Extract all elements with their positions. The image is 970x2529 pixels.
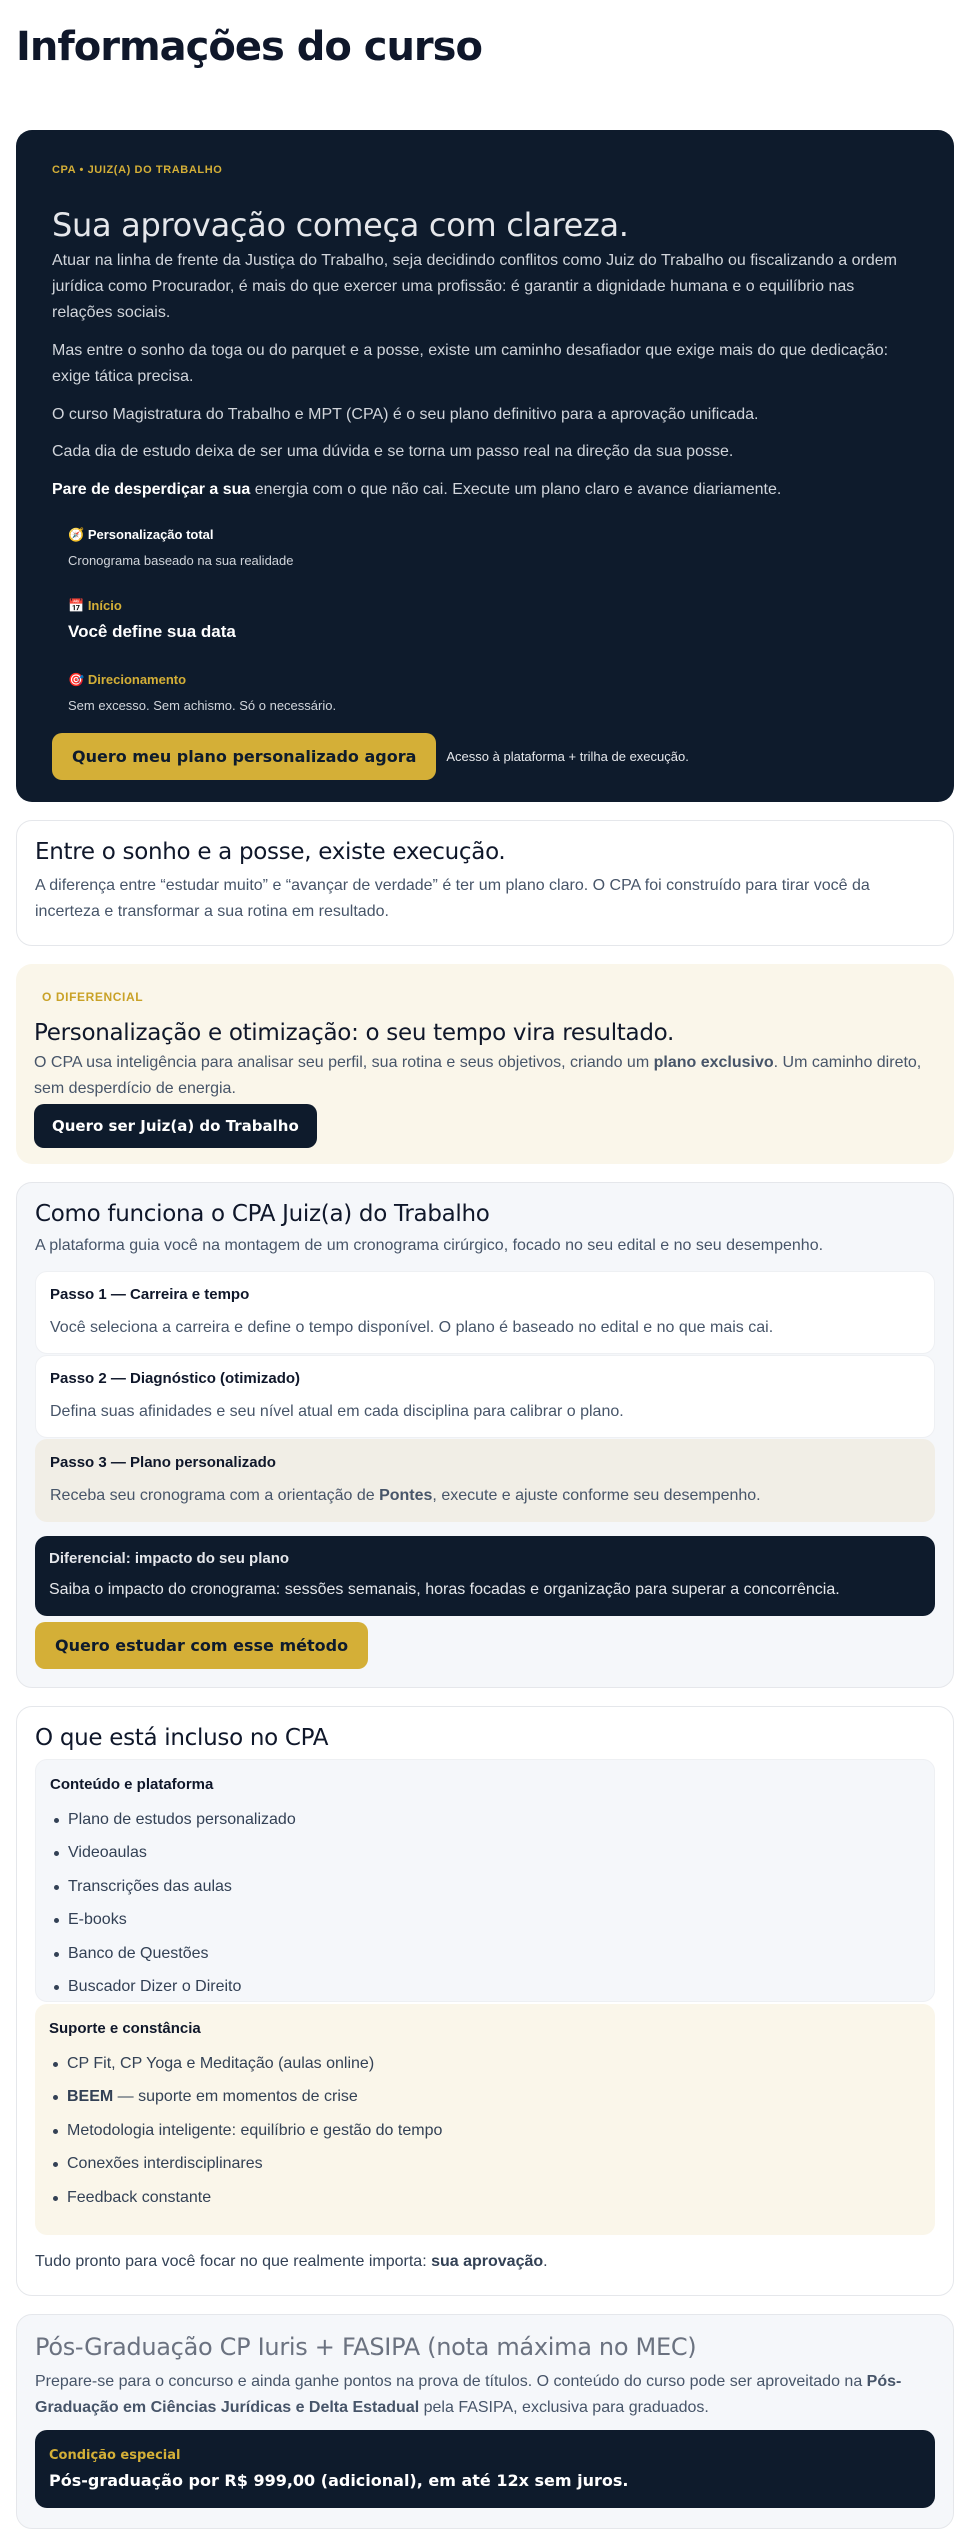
execution-card [16, 820, 954, 946]
hero-card [16, 130, 954, 802]
hero-paragraph [52, 477, 918, 503]
list-item: Plano de estudos personalizado [50, 1803, 920, 1837]
bold-text: sua aprovação [431, 2252, 544, 2270]
become-judge-button[interactable]: Quero ser Juiz(a) do Trabalho [34, 1104, 317, 1148]
list-item: Feedback constante [49, 2181, 921, 2215]
cta-note: Acesso à plataforma + trilha de execução. [446, 749, 689, 765]
list-item [49, 2080, 921, 2114]
step-item [35, 1271, 935, 1354]
impact-box [35, 1536, 935, 1616]
condition-value: Pós-graduação por R$ 999,00 (adicional), em até 12x sem juros. [49, 2471, 629, 2491]
feature-text: Você define sua data [68, 622, 236, 642]
text: . Um caminho direto, sem desperdício de energia. [34, 1053, 922, 1097]
calendar-icon: 📅 [68, 598, 85, 614]
feature-text: Sem excesso. Sem achismo. Só o necessário. [68, 698, 337, 714]
how-title: Como funciona o CPA Juiz(a) do Trabalho [35, 1200, 490, 1227]
feature-title: Início [87, 598, 122, 614]
step-item [35, 1439, 935, 1522]
page-title: Informações do curso [16, 24, 482, 70]
hero-paragraph: Cada dia de estudo deixa de ser uma dúvida e se torna um passo real na direção da sua posse. [52, 443, 734, 461]
list-item: Metodologia inteligente: equilíbrio e gestão do tempo [49, 2114, 921, 2148]
step-title: Passo 1 — Carreira e tempo [50, 1285, 250, 1303]
postgrad-text [35, 2369, 935, 2421]
hero-headline: Sua aprovação começa com clareza. [52, 206, 629, 244]
text: , execute e ajuste conforme seu desempenho. [432, 1486, 761, 1504]
hero-text: energia com o que não cai. Execute um plano claro e avance diariamente. [250, 481, 782, 499]
personalized-plan-button[interactable]: Quero meu plano personalizado agora [52, 733, 436, 780]
differential-card [16, 964, 954, 1164]
bold-text: Pós-Graduação em Ciências Jurídicas e Delta Estadual [35, 2372, 902, 2416]
execution-text: A diferença entre “estudar muito” e “avançar de verdade” é ter um plano claro. O CPA foi construído para tirar você da incerteza e transformar a sua rotina em resultado. [35, 877, 870, 920]
step-item [35, 1355, 935, 1438]
content-box [35, 1759, 935, 2002]
step-title: Passo 2 — Diagnóstico (otimizado) [50, 1369, 301, 1387]
text: O CPA usa inteligência para analisar seu perfil, sua rotina e seus objetivos, criando um [34, 1053, 654, 1071]
hero-paragraph: O curso Magistratura do Trabalho e MPT (CPA) é o seu plano definitivo para a aprovação unificada. [52, 405, 759, 423]
list-item: Buscador Dizer o Direito [50, 1970, 920, 2004]
included-card [16, 1706, 954, 2296]
included-title: O que está incluso no CPA [35, 1724, 329, 1751]
feature-title: Personalização total [87, 527, 214, 543]
list-item: CP Fit, CP Yoga e Meditação (aulas online) [49, 2047, 921, 2081]
step-title: Passo 3 — Plano personalizado [50, 1453, 276, 1471]
text: — suporte em momentos de crise [113, 2088, 358, 2106]
differential-title: Personalização e otimização: o seu tempo vira resultado. [34, 1019, 674, 1046]
target-icon: 🎯 [68, 672, 85, 688]
support-box [35, 2004, 935, 2235]
support-title: Suporte e constância [49, 2019, 201, 2037]
condition-label: Condição especial [49, 2448, 181, 2464]
text: . [543, 2252, 548, 2270]
execution-title: Entre o sonho e a posse, existe execução. [35, 839, 506, 865]
study-method-button[interactable]: Quero estudar com esse método [35, 1622, 368, 1669]
feature-text: Cronograma baseado na sua realidade [68, 553, 294, 569]
list-item: Banco de Questões [50, 1937, 920, 1971]
hero-paragraph: Mas entre o sonho da toga ou do parquet e a posse, existe um caminho desafiador que exige mais do que dedicação: exige tática precisa. [52, 341, 889, 385]
step-text: Defina suas afinidades e seu nível atual em cada disciplina para calibrar o plano. [50, 1402, 624, 1420]
how-subtitle: A plataforma guia você na montagem de um cronograma cirúrgico, focado no seu edital e no seu desempenho. [35, 1236, 824, 1254]
impact-text: Saiba o impacto do cronograma: sessões semanais, horas focadas e organização para superar a concorrência. [49, 1580, 840, 1598]
text: Tudo pronto para você focar no que realmente importa: [35, 2252, 432, 2270]
hero-paragraph: Atuar na linha de frente da Justiça do Trabalho, seja decidindo conflitos como Juiz do Trabalho ou fiscalizando a ordem jurídica como Procurador, é mais do que exercer uma profissão: é garantir a dignidade humana e o equilíbrio nas relações sociais. [52, 252, 897, 321]
postgrad-card [16, 2314, 954, 2529]
differential-text [34, 1050, 936, 1102]
text: Prepare-se para o concurso e ainda ganhe pontos na prova de títulos. O conteúdo do curso pode ser aproveitado na [35, 2372, 867, 2390]
text: Receba seu cronograma com a orientação de [50, 1486, 380, 1504]
how-it-works-card [16, 1182, 954, 1688]
impact-title: Diferencial: impacto do seu plano [49, 1549, 290, 1567]
bold-text: plano exclusivo [653, 1053, 774, 1071]
step-text: Você seleciona a carreira e define o tempo disponível. O plano é baseado no edital e no que mais cai. [50, 1318, 774, 1336]
differential-eyebrow: O DIFERENCIAL [42, 989, 144, 1004]
list-item: Videoaulas [50, 1836, 920, 1870]
hero-eyebrow: CPA • JUIZ(A) DO TRABALHO [52, 164, 223, 176]
feature-start [68, 598, 918, 642]
list-item: Transcrições das aulas [50, 1870, 920, 1904]
included-footer [35, 2249, 935, 2275]
feature-personalization [68, 527, 918, 568]
bold-text: BEEM [67, 2088, 114, 2106]
list-item: Conexões interdisciplinares [49, 2147, 921, 2181]
text: pela FASIPA, exclusiva para graduados. [419, 2398, 709, 2416]
content-title: Conteúdo e plataforma [50, 1775, 214, 1793]
compass-icon: 🧭 [68, 527, 85, 543]
postgrad-title: Pós-Graduação CP Iuris + FASIPA (nota máxima no MEC) [35, 2332, 697, 2361]
list-item: E-books [50, 1903, 920, 1937]
step-text [50, 1483, 920, 1509]
hero-bold-text: Pare de desperdiçar a sua [52, 481, 251, 499]
feature-direction [68, 672, 918, 713]
special-condition-box [35, 2430, 935, 2508]
bold-text: Pontes [379, 1486, 433, 1504]
feature-title: Direcionamento [87, 672, 187, 688]
